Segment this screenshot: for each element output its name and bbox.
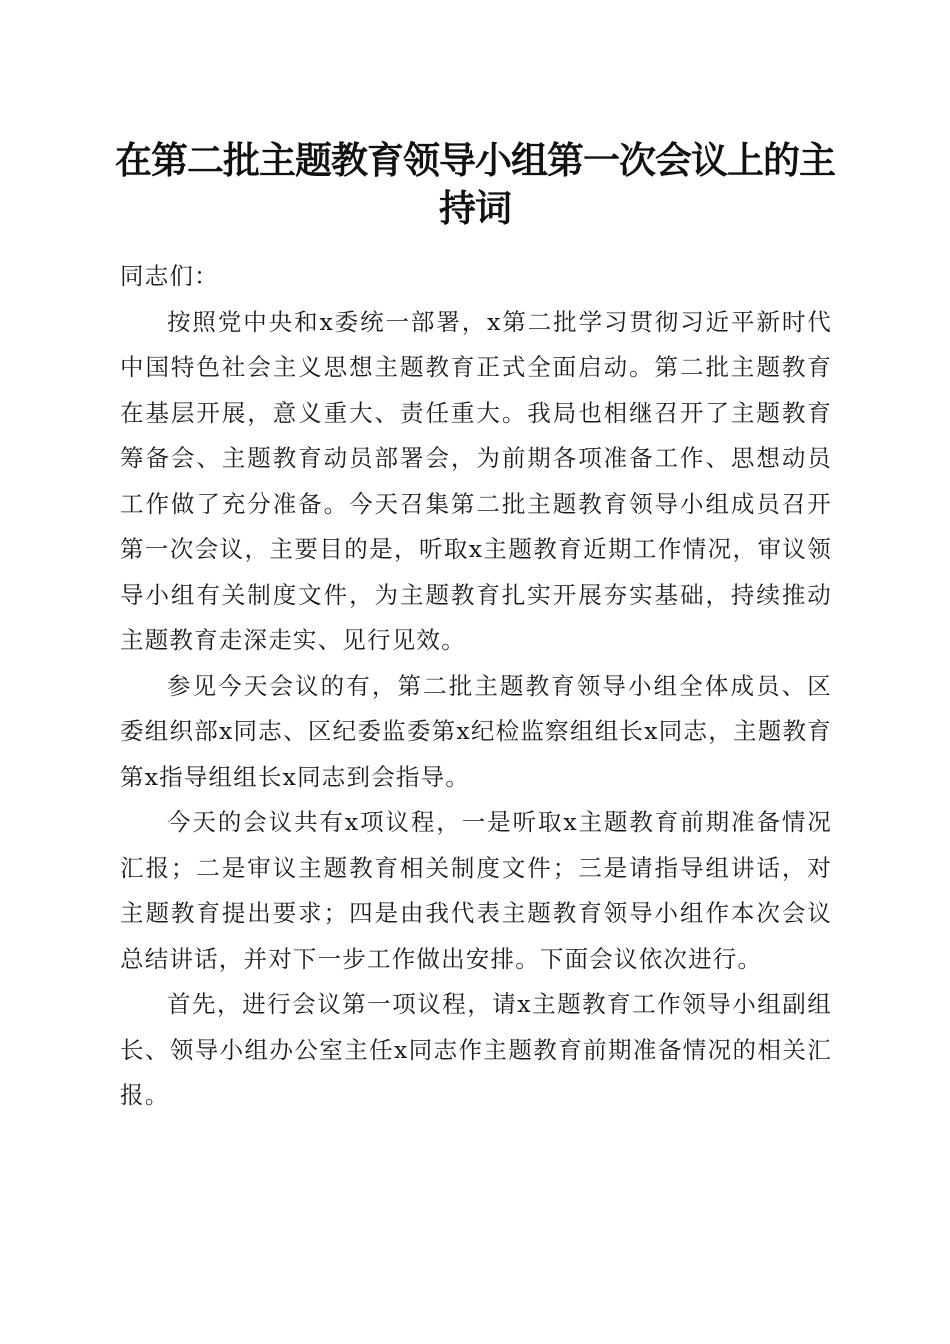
salutation: 同志们： — [120, 262, 219, 290]
paragraph-3: 今天的会议共有x项议程，一是听取x主题教育前期准备情况汇报；二是审议主题教育相关制度文件；三是请指导组讲话，对主题教育提出要求；四是由我代表主题教育领导小组作本次会议总结讲话，并对下一步工作做出安排。下面会议依次进行。 — [120, 808, 832, 973]
paragraph-4: 首先，进行会议第一项议程，请x主题教育工作领导小组副组长、领导小组办公室主任x同志作主题教育前期准备情况的相关汇报。 — [120, 990, 832, 1109]
document-body — [120, 254, 832, 1119]
document-title: 在第二批主题教育领导小组第一次会议上的主持词 — [115, 138, 835, 230]
paragraph-1: 按照党中央和x委统一部署，x第二批学习贯彻习近平新时代中国特色社会主义思想主题教育正式全面启动。第二批主题教育在基层开展，意义重大、责任重大。我局也相继召开了主题教育筹备会、主题教育动员部署会，为前期各项准备工作、思想动员工作做了充分准备。今天召集第二批主题教育领导小组成员召开第一次会议，主要目的是，听取x主题教育近期工作情况，审议领导小组有关制度文件，为主题教育扎实开展夯实基础，持续推动主题教育走深走实、见行见效。 — [120, 307, 832, 654]
paragraph-2: 参见今天会议的有，第二批主题教育领导小组全体成员、区委组织部x同志、区纪委监委第x纪检监察组组长x同志，主题教育第x指导组组长x同志到会指导。 — [120, 671, 832, 791]
